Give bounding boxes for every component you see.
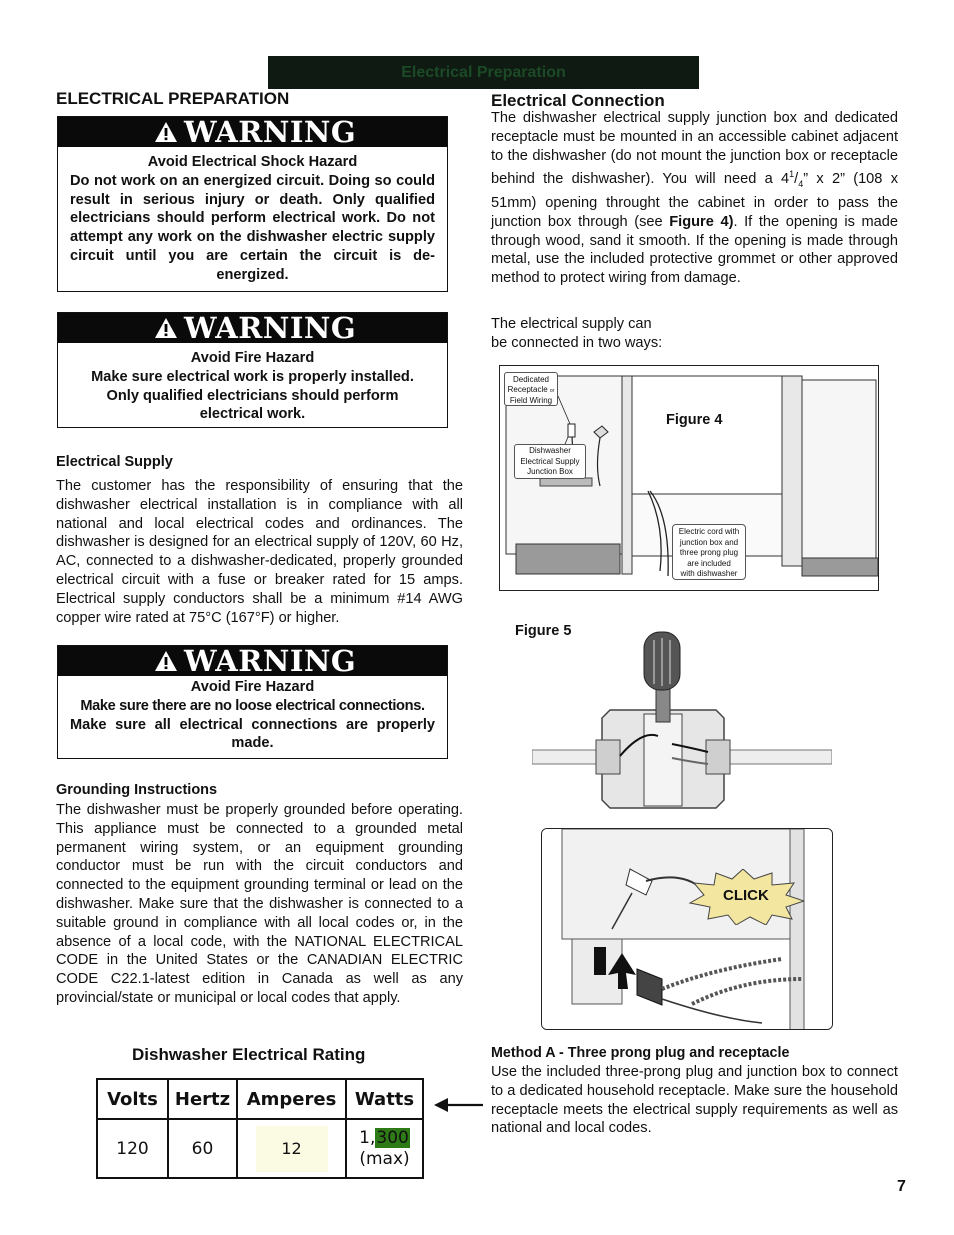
click-label: CLICK: [723, 887, 769, 904]
callout-cord: [672, 524, 746, 580]
page-header-bar: [268, 56, 699, 89]
ways-line-1: The electrical supply can: [491, 316, 652, 332]
rating-title: Dishwasher Electrical Rating: [132, 1045, 366, 1064]
rating-header-volts: Volts: [97, 1079, 168, 1119]
warning-body: [58, 343, 447, 424]
method-a-title: Method A - Three prong plug and receptacle: [491, 1045, 790, 1061]
arrow-left-icon: [434, 1096, 484, 1114]
rating-watts-b: 300: [376, 1127, 409, 1148]
warning-triangle-icon: [154, 317, 178, 339]
warning-header: [58, 646, 447, 676]
figure-4: [499, 365, 879, 591]
callout-cord-4: are included: [687, 558, 731, 568]
rating-amperes: 12: [256, 1126, 328, 1172]
fraction-numerator: 1: [789, 169, 795, 180]
warning-subtitle: Avoid Electrical Shock Hazard: [147, 154, 358, 170]
warning-box-fire-2: [57, 645, 448, 759]
connection-text-c: . If the opening is made through wood, sand it smooth. If the opening is made through metal, use the included protective grommet or other approved method to protect wiring from damage.: [491, 213, 899, 287]
page-number: 7: [897, 1178, 906, 1195]
callout-cord-2: junction box and: [679, 537, 739, 547]
warning-box-shock: [57, 116, 448, 292]
method-a-text: Use the included three-prong plug and junction box to connect to a dedicated household receptacle. Make sure the household receptacle meets the electrical supply requirements as well as national and local codes.: [491, 1064, 898, 1137]
plug-connection-drawing: [542, 829, 833, 1030]
warning-text: Make sure electrical work is properly installed. Only qualified electricians should perform electrical work.: [91, 368, 414, 423]
fraction-denominator: 4: [798, 179, 804, 190]
connection-text: The dishwasher electrical supply junction box and dedicated receptacle must be mounted in an accessible cabinet adjacent to the dishwasher (do not mount the junction box or receptacle behind the dishwasher). You will need a $4^1/_4$” x 2” (108 x 51mm) opening throught the cabinet in order to pass the junction box through (see Figure 4). If the opening is made through wood, sand it smooth. If the opening is made through metal, use the included protective grommet or other approved method to protect wiring from damage.: [491, 110, 899, 287]
connection-title: Electrical Connection: [491, 91, 665, 110]
connection-text-b: ” x 2” (108 x 51mm) opening throught the cabinet in order to pass the junction box through (see: [491, 171, 898, 230]
figure-4-label: Figure 4: [666, 412, 723, 428]
page-header-title: Electrical Preparation: [401, 64, 566, 81]
warning-title: WARNING: [184, 115, 357, 149]
rating-watts-cell: [346, 1119, 423, 1178]
rating-header-amperes: Amperes: [237, 1079, 346, 1119]
warning-triangle-icon: [154, 650, 178, 672]
rating-header-hertz: Hertz: [168, 1079, 237, 1119]
warning-subtitle: Avoid Fire Hazard: [190, 350, 315, 366]
rating-hertz: 60: [168, 1119, 237, 1178]
callout-receptacle-1: Dedicated: [512, 375, 550, 384]
rating-header-watts: Watts: [346, 1079, 423, 1119]
callout-jbox-2: Electrical Supply: [520, 456, 580, 466]
callout-cord-1: Electric cord with: [678, 527, 740, 536]
ways-line-2: be connected in two ways:: [491, 334, 663, 351]
warning-subtitle: Avoid Fire Hazard: [190, 679, 315, 695]
supply-text: The customer has the responsibility of ensuring that the dishwasher electrical installation is in compliance with all national and local electrical codes and ordinances. The dishwasher is designed for an electrical supply of 120V, 60 Hz, AC, connected to a dishwasher-dedicated, properly grounded electrical circuit with a fuse or breaker rated for 15 amps. Electrical supply conductors shall be a minimum #14 AWG copper wire rated at 75°C (167°F) or higher.: [56, 478, 463, 626]
plug-illustration: [541, 828, 833, 1030]
warning-title: WARNING: [184, 644, 357, 678]
callout-jbox-3: Junction Box: [527, 467, 573, 476]
rating-table: [96, 1078, 424, 1179]
rating-volts: 120: [97, 1119, 168, 1178]
warning-body: [58, 147, 447, 285]
connection-text-a: The dishwasher electrical supply junction box and dedicated receptacle must be mounted in an accessible cabinet adjacent to the dishwasher (do not mount the junction box or receptacle behind the dishwasher). You will need a 4: [491, 110, 898, 188]
supply-title: Electrical Supply: [56, 454, 173, 470]
rating-watts-max: (max): [359, 1148, 410, 1169]
warning-header: [58, 313, 447, 343]
warning-text: Make sure all electrical connections are properly made.: [70, 716, 435, 752]
warning-body: [58, 676, 447, 753]
figure-ref: Figure 4): [669, 213, 734, 230]
junction-box-illustration: [532, 618, 832, 818]
section-title: ELECTRICAL PREPARATION: [56, 89, 290, 108]
warning-line: Make sure there are no loose electrical connections.: [80, 697, 425, 714]
callout-receptacle-or: or: [549, 388, 555, 394]
figure-5-label: Figure 5: [515, 623, 572, 639]
rating-amperes-cell: [237, 1119, 346, 1178]
grounding-text: The dishwasher must be properly grounded before operating. This appliance must be connected to a grounded metal permanent wiring system, or an equipment grounding conductor must be run with the circuit conductors and connected to the equipment grounding terminal or lead on the dishwasher. Make sure that the dishwasher is connected to a suitable ground in compliance with all local codes or, in the absence of a local code, with the NATIONAL ELECTRICAL CODE in the United States or the CANADIAN ELECTRIC CODE C22.1-latest edition in Canada as well as any provincial/state or municipal or local codes that apply.: [56, 802, 463, 1006]
rating-watts-a: 1,: [359, 1127, 376, 1148]
grounding-title: Grounding Instructions: [56, 782, 218, 798]
callout-receptacle-2: Receptacle: [507, 385, 548, 394]
ways-text: [491, 315, 662, 353]
warning-header: [58, 117, 447, 147]
warning-box-fire-1: [57, 312, 448, 428]
callout-receptacle: [504, 372, 558, 406]
callout-cord-5: with dishwasher: [680, 569, 738, 578]
warning-text: Do not work on an energized circuit. Doing so could result in serious injury or death. Only qualified electricians should perform electrical work. Do not attempt any work on the dishwasher electric supply circuit until you are certain the circuit is de-energized.: [70, 172, 435, 283]
warning-title: WARNING: [184, 311, 357, 345]
callout-cord-3: three prong plug: [679, 548, 739, 557]
callout-receptacle-3: Field Wiring: [509, 396, 553, 405]
callout-junction-box: [514, 444, 586, 479]
warning-triangle-icon: [154, 121, 178, 143]
callout-jbox-1: Dishwasher: [529, 446, 571, 455]
